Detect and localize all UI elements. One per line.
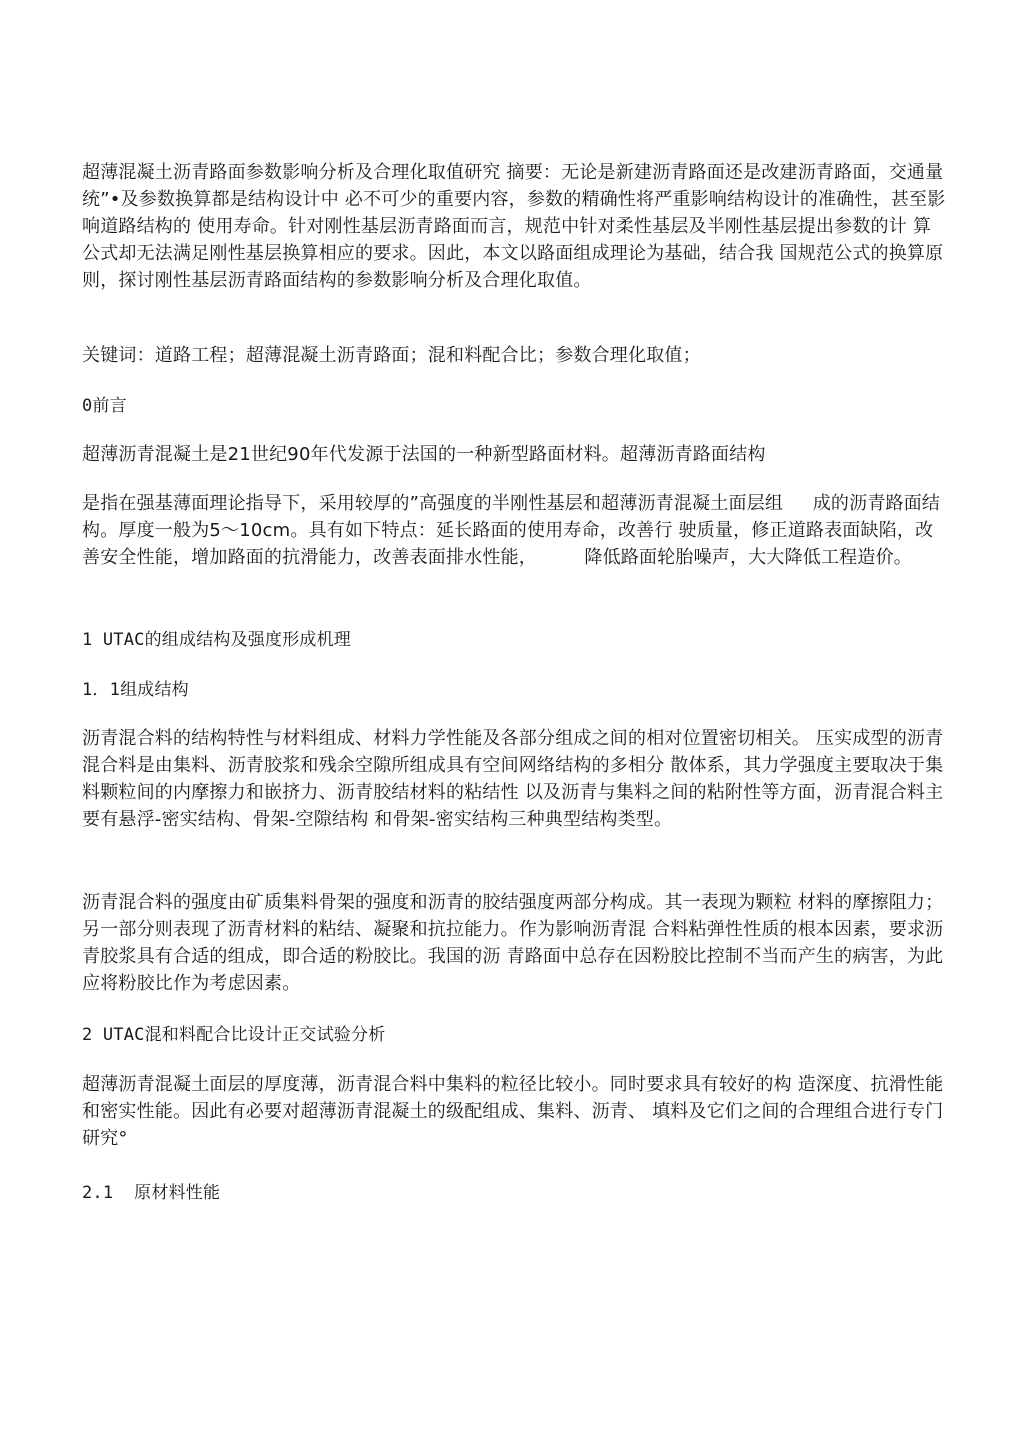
section-heading-1: 1 UTAC的组成结构及强度形成机理 bbox=[82, 630, 352, 650]
abstract-paragraph: 超薄混凝土沥青路面参数影响分析及合理化取值研究 摘要：无论是新建沥青路面还是改建沥青路面，交通量统”•及参数换算都是结构设计中 必不可少的重要内容，参数的精确性将严重影响结构设计的准确性，甚至影响道路结构的 使用寿命。针对刚性基层沥青路面而言，规范中针对柔性基层及半刚性基层提出参数的计 算公式却无法满足刚性基层换算相应的要求。因此，本文以路面组成理论为基础，结合我 国规范公式的换算原则，探讨刚性基层沥青路面结构的参数影响分析及合理化取值。 bbox=[82, 162, 946, 291]
section-heading-2: 2 UTAC混和料配合比设计正交试验分析 bbox=[82, 1025, 386, 1045]
intro-paragraph-1: 超薄沥青混凝土是21世纪90年代发源于法国的一种新型路面材料。超薄沥青路面结构 bbox=[82, 444, 766, 465]
section-heading-0: 0前言 bbox=[82, 396, 127, 416]
section2-paragraph-1: 超薄沥青混凝土面层的厚度薄，沥青混合料中集料的粒径比较小。同时要求具有较好的构 造深度、抗滑性能和密实性能。因此有必要对超薄沥青混凝土的级配组成、集料、沥青、 填料及它们之间的合理组合进行专门研究° bbox=[82, 1074, 944, 1149]
keywords-paragraph: 关键词：道路工程；超薄混凝土沥青路面；混和料配合比；参数合理化取值； bbox=[82, 345, 701, 366]
section-heading-2-1: 2.1 原材料性能 bbox=[82, 1183, 221, 1203]
section-heading-1-1: 1．1组成结构 bbox=[82, 680, 189, 700]
section1-paragraph-1: 沥青混合料的结构特性与材料组成、材料力学性能及各部分组成之间的相对位置密切相关。 压实成型的沥青混合料是由集料、沥青胶浆和残余空隙所组成具有空间网络结构的多相分 散体系，其力学强度主要取决于集料颗粒间的内摩擦力和嵌挤力、沥青胶结材料的粘结性 以及沥青与集料之间的粘附性等方面，沥青混合料主要有悬浮-密实结构、骨架-空隙结构 和骨架-密实结构三种典型结构类型。 bbox=[82, 728, 944, 830]
intro-paragraph-2: 是指在强基薄面理论指导下，采用较厚的”高强度的半刚性基层和超薄沥青混凝土面层组 成的沥青路面结构。厚度一般为5～10cm。具有如下特点：延长路面的使用寿命，改善行 驶质量，修正道路表面缺陷，改善安全性能，增加路面的抗滑能力，改善表面排水性能， 降低路面轮胎噪声，大大降低工程造价。 bbox=[82, 493, 941, 568]
section1-paragraph-2: 沥青混合料的强度由矿质集料骨架的强度和沥青的胶结强度两部分构成。其一表现为颗粒 材料的摩擦阻力；另一部分则表现了沥青材料的粘结、凝聚和抗拉能力。作为影响沥青混 合料粘弹性性质的根本因素，要求沥青胶浆具有合适的组成，即合适的粉胶比。我国的沥 青路面中总存在因粉胶比控制不当而产生的病害，为此应将粉胶比作为考虑因素。 bbox=[82, 892, 944, 994]
